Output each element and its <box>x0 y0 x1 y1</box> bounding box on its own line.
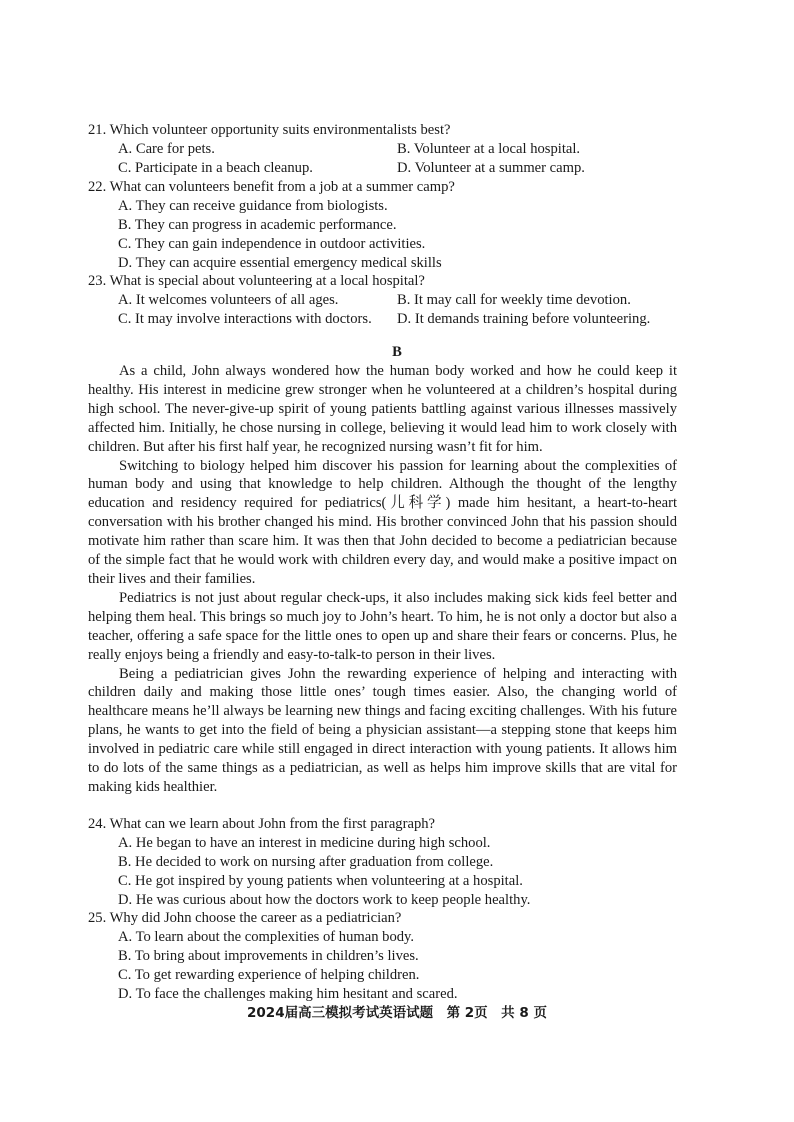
option-d: D. To face the challenges making him hesitant and scared. <box>118 986 458 1002</box>
option-row <box>118 853 698 872</box>
option-a: A. It welcomes volunteers of all ages. <box>118 292 339 308</box>
page-footer: 2024届高三模拟考试英语试题 第 2页 共 8 页 <box>247 1005 547 1021</box>
option-row <box>118 947 698 966</box>
option-row <box>118 872 698 891</box>
option-d: D. They can acquire essential emergency medical skills <box>118 255 442 271</box>
option-b: B. Volunteer at a local hospital. <box>397 141 581 157</box>
option-row <box>118 834 698 853</box>
question-24-options <box>118 834 698 910</box>
passage-paragraph-2: Switching to biology helped him discover his passion for learning about the complexities of human body and using that knowledge to help children. Although the thought of the lengthy education and residency required for pediatrics(儿科学) made him hesitant, a heart-to-heart conversation with his brother changed his mind. His brother convinced John that his passion should motivate him rather than scare him. It was then that John decided to become a pediatrician because of the simple fact that he would work with children every day, and would make a positive impact on their lives and their families. <box>88 457 677 587</box>
option-row <box>118 891 698 910</box>
question-25-stem: 25. Why did John choose the career as a pediatrician? <box>88 910 402 926</box>
option-b: B. To bring about improvements in children’s lives. <box>118 948 419 964</box>
option-c: C. He got inspired by young patients when volunteering at a hospital. <box>118 873 523 889</box>
option-c: C. Participate in a beach cleanup. <box>118 160 313 176</box>
question-21-options <box>118 140 698 178</box>
question-22-stem: 22. What can volunteers benefit from a job at a summer camp? <box>88 179 455 195</box>
passage-paragraph-3: Pediatrics is not just about regular check-ups, it also includes making sick kids feel better and helping them heal. This brings so much joy to John’s heart. To him, he is not only a doctor but also a teacher, offering a safe space for the little ones to open up and share their fears or concerns. Plus, he really enjoys being a friendly and easy-to-talk-to person in their lives. <box>88 589 677 663</box>
question-25-options <box>118 928 698 1004</box>
question-24-stem: 24. What can we learn about John from the first paragraph? <box>88 816 436 832</box>
option-row <box>118 310 698 329</box>
option-row <box>118 140 698 159</box>
option-row <box>118 235 698 254</box>
option-a: A. They can receive guidance from biologists. <box>118 198 388 214</box>
option-c: C. It may involve interactions with doctors. <box>118 311 372 327</box>
option-b: B. It may call for weekly time devotion. <box>397 292 631 308</box>
option-a: A. He began to have an interest in medicine during high school. <box>118 835 491 851</box>
passage-paragraph-4: Being a pediatrician gives John the rewarding experience of helping and interacting with children daily and making those little ones’ tough times easier. Also, the changing world of healthcare means he’ll always be learning new things and facing exciting challenges. With his future plans, he wants to get into the field of being a physician assistant—a stepping stone that keeps him involved in pediatric care while still engaged in direct interaction with young patients. It allows him to do lots of the same things as a pediatrician, as well as helps him improve skills that are vital for making kids healthier. <box>88 665 677 795</box>
question-22-options <box>118 197 698 273</box>
passage-paragraph-1: As a child, John always wondered how the human body worked and how he could keep it healthy. His interest in medicine grew stronger when he volunteered at a children’s hospital during high school. The never-give-up spirit of young patients battling against various illnesses massively affected him. Initially, he chose nursing in college, believing it would lead him to work closely with children. But after his first half year, he recognized nursing wasn’t fit for him. <box>88 363 677 455</box>
option-row <box>118 197 698 216</box>
option-c: C. To get rewarding experience of helping children. <box>118 967 420 983</box>
option-a: A. Care for pets. <box>118 141 215 157</box>
reading-passage <box>88 362 677 797</box>
option-b: B. He decided to work on nursing after graduation from college. <box>118 854 494 870</box>
option-row <box>118 291 698 310</box>
question-23-options <box>118 291 698 329</box>
option-d: D. Volunteer at a summer camp. <box>397 160 585 176</box>
question-23-stem: 23. What is special about volunteering at a local hospital? <box>88 273 425 289</box>
section-label-b: B <box>392 344 402 360</box>
option-a: A. To learn about the complexities of human body. <box>118 929 415 945</box>
option-c: C. They can gain independence in outdoor activities. <box>118 236 426 252</box>
option-b: B. They can progress in academic performance. <box>118 217 397 233</box>
option-row <box>118 254 698 273</box>
option-row <box>118 159 698 178</box>
question-21-stem: 21. Which volunteer opportunity suits environmentalists best? <box>88 122 451 138</box>
option-row <box>118 928 698 947</box>
option-d: D. He was curious about how the doctors work to keep people healthy. <box>118 892 531 908</box>
option-row <box>118 966 698 985</box>
option-row <box>118 216 698 235</box>
option-d: D. It demands training before volunteering. <box>397 311 651 327</box>
